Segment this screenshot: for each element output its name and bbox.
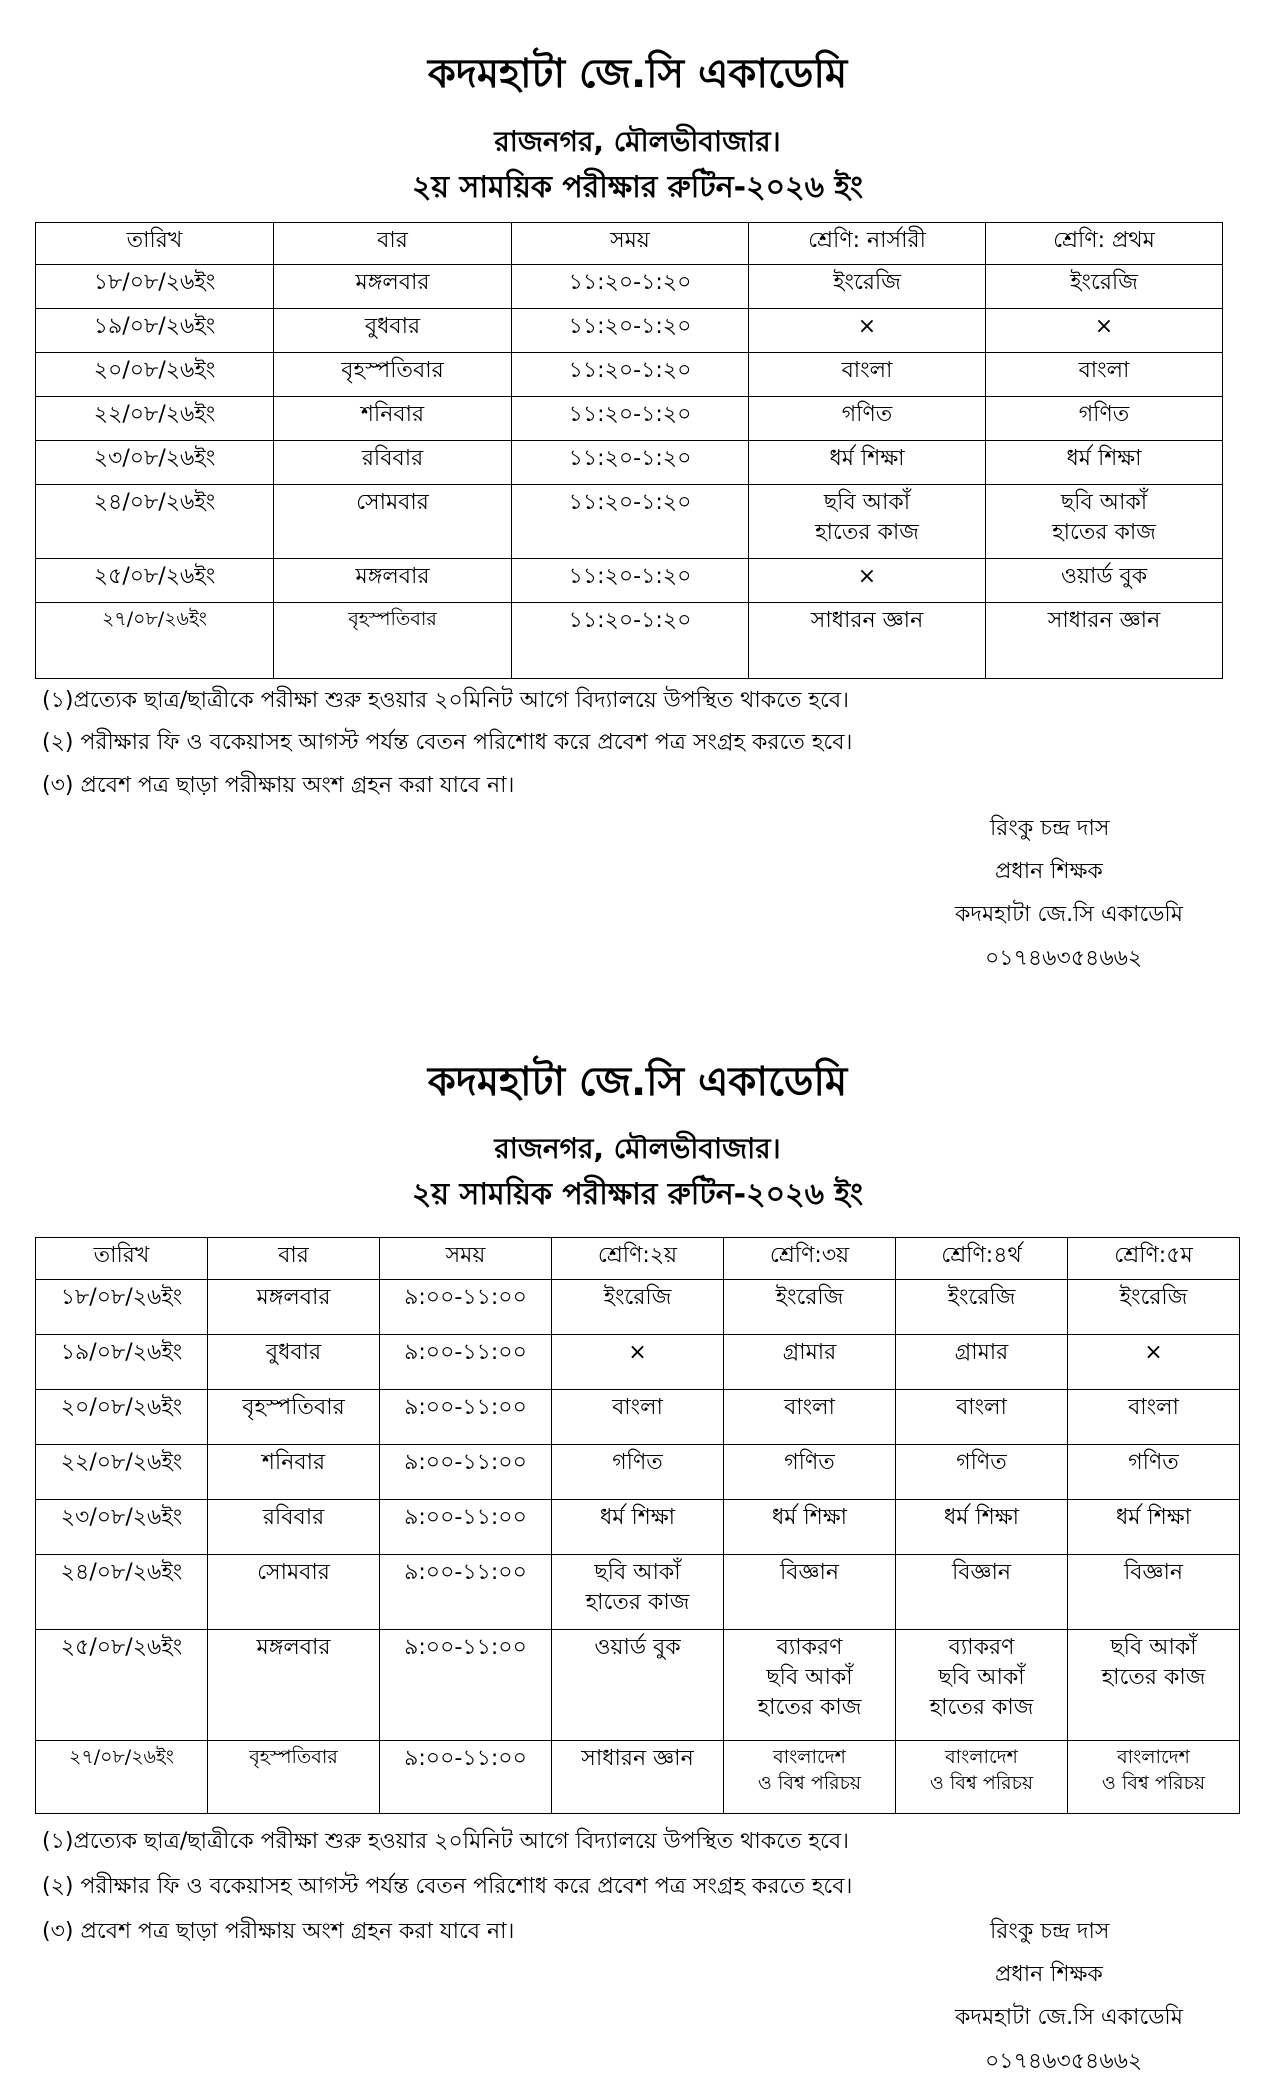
subject-cell: গণিত <box>724 1445 896 1500</box>
subject-cell: ওয়ার্ড বুক <box>552 1630 724 1741</box>
subject-cell: বিজ্ঞান <box>896 1555 1068 1630</box>
signatory-school: কদমহাটা জে.সি একাডেমি <box>955 902 1183 927</box>
subject-cell <box>749 485 986 559</box>
subject-line: বাংলাদেশ <box>1117 1746 1190 1768</box>
subject-cell: বাংলা <box>1068 1390 1240 1445</box>
instruction-note: (১)প্রত্যেক ছাত্র/ছাত্রীকে পরীক্ষা শুরু হওয়ার ২০মিনিট আগে বিদ্যালয়ে উপস্থিত থাকতে হবে। <box>42 688 849 713</box>
header-date: তারিখ <box>36 223 274 265</box>
table-row <box>36 1390 1240 1445</box>
day-cell: শনিবার <box>274 397 512 441</box>
subject-cell <box>724 1630 896 1741</box>
subject-cell: ইংরেজি <box>1068 1280 1240 1335</box>
subject-cell: বাংলা <box>552 1390 724 1445</box>
date-cell: ২৭/০৮/২৬ইং <box>36 1741 208 1814</box>
header-class-nursery: শ্রেণি: নার্সারী <box>749 223 986 265</box>
subject-cell: ইংরেজি <box>749 265 986 309</box>
table-row <box>36 1445 1240 1500</box>
time-cell: ১১:২০-১:২০ <box>512 603 749 679</box>
time-cell: ১১:২০-১:২০ <box>512 485 749 559</box>
day-cell: শনিবার <box>208 1445 380 1500</box>
instruction-note: (২) পরীক্ষার ফি ও বকেয়াসহ আগস্ট পর্যন্ত বেতন পরিশোধ করে প্রবেশ পত্র সংগ্রহ করতে হবে। <box>42 1874 853 1899</box>
instruction-note: (২) পরীক্ষার ফি ও বকেয়াসহ আগস্ট পর্যন্ত বেতন পরিশোধ করে প্রবেশ পত্র সংগ্রহ করতে হবে। <box>42 730 853 755</box>
routine-title: ২য় সাময়িক পরীক্ষার রুটিন-২০২৬ ইং <box>411 170 864 205</box>
header-class-three: শ্রেণি:৩য় <box>724 1238 896 1280</box>
time-cell: ৯:০০-১১:০০ <box>380 1390 552 1445</box>
day-cell: মঙ্গলবার <box>208 1630 380 1741</box>
header-class-five: শ্রেণি:৫ম <box>1068 1238 1240 1280</box>
table-row <box>36 1630 1240 1741</box>
signatory-name: রিংকু চন্দ্র দাস <box>990 1919 1110 1944</box>
signatory-designation: প্রধান শিক্ষক <box>995 1962 1103 1987</box>
subject-cell: ধর্ম শিক্ষা <box>552 1500 724 1555</box>
header-class-two: শ্রেণি:২য় <box>552 1238 724 1280</box>
subject-cell: বাংলা <box>986 353 1223 397</box>
subject-cell: সাধারন জ্ঞান <box>749 603 986 679</box>
no-exam-mark: × <box>1068 1335 1240 1390</box>
time-cell: ৯:০০-১১:০০ <box>380 1555 552 1630</box>
subject-cell: ইংরেজি <box>724 1280 896 1335</box>
subject-cell: ধর্ম শিক্ষা <box>749 441 986 485</box>
time-cell: ৯:০০-১১:০০ <box>380 1500 552 1555</box>
date-cell: ১৯/০৮/২৬ইং <box>36 1335 208 1390</box>
subject-line: ছবি আকাঁ <box>823 490 911 515</box>
subject-line: ছবি আকাঁ <box>938 1665 1025 1690</box>
table-row <box>36 1335 1240 1390</box>
date-cell: ২৪/০৮/২৬ইং <box>36 485 274 559</box>
table-row <box>36 559 1223 603</box>
time-cell: ৯:০০-১১:০০ <box>380 1280 552 1335</box>
day-cell: রবিবার <box>208 1500 380 1555</box>
table-row <box>36 1500 1240 1555</box>
subject-line: হাতের কাজ <box>585 1590 690 1615</box>
phone-number: ০১৭৪৬৩৫৪৬৬২ <box>985 2049 1143 2074</box>
date-cell: ২৩/০৮/২৬ইং <box>36 441 274 485</box>
subject-cell: ইংরেজি <box>896 1280 1068 1335</box>
table-header-row <box>36 1238 1240 1280</box>
subject-cell <box>896 1741 1068 1814</box>
subject-cell: ধর্ম শিক্ষা <box>724 1500 896 1555</box>
subject-cell: গণিত <box>1068 1445 1240 1500</box>
time-cell: ৯:০০-১১:০০ <box>380 1335 552 1390</box>
subject-cell: গণিত <box>552 1445 724 1500</box>
table-row <box>36 309 1223 353</box>
date-cell: ২৫/০৮/২৬ইং <box>36 1630 208 1741</box>
header-day: বার <box>208 1238 380 1280</box>
table-row <box>36 1280 1240 1335</box>
time-cell: ৯:০০-১১:০০ <box>380 1445 552 1500</box>
school-address: রাজনগর, মৌলভীবাজার। <box>494 1132 781 1165</box>
subject-line: হাতের কাজ <box>929 1695 1034 1720</box>
table-row <box>36 1555 1240 1630</box>
subject-cell <box>896 1630 1068 1741</box>
subject-line: ও বিশ্ব পরিচয় <box>929 1772 1034 1794</box>
header-date: তারিখ <box>36 1238 208 1280</box>
subject-line: ব্যাকরণ <box>776 1635 843 1660</box>
table-row <box>36 1741 1240 1814</box>
subject-cell: গণিত <box>749 397 986 441</box>
school-name: কদমহাটা জে.সি একাডেমি <box>427 51 848 97</box>
signatory-school: কদমহাটা জে.সি একাডেমি <box>955 2005 1183 2030</box>
day-cell: বৃহস্পতিবার <box>274 603 512 679</box>
day-cell: রবিবার <box>274 441 512 485</box>
time-cell: ১১:২০-১:২০ <box>512 353 749 397</box>
subject-cell: ধর্ম শিক্ষা <box>986 441 1223 485</box>
header-time: সময় <box>380 1238 552 1280</box>
subject-cell <box>724 1741 896 1814</box>
table-row <box>36 265 1223 309</box>
subject-cell <box>1068 1741 1240 1814</box>
day-cell: বুধবার <box>274 309 512 353</box>
subject-cell: ধর্ম শিক্ষা <box>896 1500 1068 1555</box>
date-cell: ২২/০৮/২৬ইং <box>36 397 274 441</box>
time-cell: ১১:২০-১:২০ <box>512 265 749 309</box>
subject-cell: গ্রামার <box>896 1335 1068 1390</box>
time-cell: ১১:২০-১:২০ <box>512 309 749 353</box>
routine-table <box>35 222 1223 679</box>
instruction-note: (৩) প্রবেশ পত্র ছাড়া পরীক্ষায় অংশ গ্রহন করা যাবে না। <box>42 1919 515 1944</box>
subject-cell: ইংরেজি <box>986 265 1223 309</box>
subject-cell: বিজ্ঞান <box>724 1555 896 1630</box>
subject-line: ছবি আকাঁ <box>1110 1635 1197 1660</box>
subject-cell: সাধারন জ্ঞান <box>552 1741 724 1814</box>
subject-cell: বাংলা <box>749 353 986 397</box>
date-cell: ২৭/০৮/২৬ইং <box>36 603 274 679</box>
subject-line: ব্যাকরণ <box>948 1635 1015 1660</box>
day-cell: মঙ্গলবার <box>208 1280 380 1335</box>
day-cell: সোমবার <box>274 485 512 559</box>
day-cell: মঙ্গলবার <box>274 559 512 603</box>
instruction-note: (৩) প্রবেশ পত্র ছাড়া পরীক্ষায় অংশ গ্রহন করা যাবে না। <box>42 773 515 798</box>
instruction-note: (১)প্রত্যেক ছাত্র/ছাত্রীকে পরীক্ষা শুরু হওয়ার ২০মিনিট আগে বিদ্যালয়ে উপস্থিত থাকতে হবে। <box>42 1829 849 1854</box>
subject-cell: সাধারন জ্ঞান <box>986 603 1223 679</box>
date-cell: ১৮/০৮/২৬ইং <box>36 1280 208 1335</box>
time-cell: ১১:২০-১:২০ <box>512 441 749 485</box>
subject-line: ছবি আকাঁ <box>1060 490 1148 515</box>
subject-cell: ওয়ার্ড বুক <box>986 559 1223 603</box>
time-cell: ১১:২০-১:২০ <box>512 559 749 603</box>
school-address: রাজনগর, মৌলভীবাজার। <box>494 125 781 158</box>
table-row <box>36 397 1223 441</box>
table-row <box>36 441 1223 485</box>
phone-number: ০১৭৪৬৩৫৪৬৬২ <box>985 946 1143 971</box>
day-cell: বৃহস্পতিবার <box>208 1741 380 1814</box>
subject-cell: বাংলা <box>724 1390 896 1445</box>
date-cell: ২৩/০৮/২৬ইং <box>36 1500 208 1555</box>
header-time: সময় <box>512 223 749 265</box>
no-exam-mark: × <box>552 1335 724 1390</box>
subject-cell: বিজ্ঞান <box>1068 1555 1240 1630</box>
subject-cell: ধর্ম শিক্ষা <box>1068 1500 1240 1555</box>
date-cell: ২০/০৮/২৬ইং <box>36 353 274 397</box>
subject-line: হাতের কাজ <box>1101 1665 1206 1690</box>
routine-title: ২য় সাময়িক পরীক্ষার রুটিন-২০২৬ ইং <box>411 1177 864 1212</box>
subject-line: ছবি আকাঁ <box>766 1665 853 1690</box>
subject-line: বাংলাদেশ <box>945 1746 1018 1768</box>
table-header-row <box>36 223 1223 265</box>
no-exam-mark: × <box>749 309 986 353</box>
subject-line: ছবি আকাঁ <box>594 1560 681 1585</box>
header-day: বার <box>274 223 512 265</box>
subject-cell: বাংলা <box>896 1390 1068 1445</box>
header-class-four: শ্রেণি:৪র্থ <box>896 1238 1068 1280</box>
date-cell: ২৫/০৮/২৬ইং <box>36 559 274 603</box>
date-cell: ২০/০৮/২৬ইং <box>36 1390 208 1445</box>
subject-cell: গণিত <box>896 1445 1068 1500</box>
subject-line: ও বিশ্ব পরিচয় <box>1101 1772 1206 1794</box>
subject-line: বাংলাদেশ <box>773 1746 846 1768</box>
day-cell: বৃহস্পতিবার <box>208 1390 380 1445</box>
subject-line: ও বিশ্ব পরিচয় <box>757 1772 862 1794</box>
time-cell: ১১:২০-১:২০ <box>512 397 749 441</box>
day-cell: বুধবার <box>208 1335 380 1390</box>
day-cell: মঙ্গলবার <box>274 265 512 309</box>
signatory-name: রিংকু চন্দ্র দাস <box>990 816 1110 841</box>
subject-line: হাতের কাজ <box>1052 520 1156 545</box>
school-name: কদমহাটা জে.সি একাডেমি <box>427 1059 848 1105</box>
date-cell: ১৮/০৮/২৬ইং <box>36 265 274 309</box>
subject-cell <box>552 1555 724 1630</box>
table-row <box>36 485 1223 559</box>
subject-cell: ইংরেজি <box>552 1280 724 1335</box>
table-row <box>36 353 1223 397</box>
routine-table <box>35 1237 1240 1814</box>
subject-line: হাতের কাজ <box>815 520 919 545</box>
time-cell: ৯:০০-১১:০০ <box>380 1630 552 1741</box>
time-cell: ৯:০০-১১:০০ <box>380 1741 552 1814</box>
subject-line: হাতের কাজ <box>757 1695 862 1720</box>
day-cell: সোমবার <box>208 1555 380 1630</box>
subject-cell <box>986 485 1223 559</box>
subject-cell: গণিত <box>986 397 1223 441</box>
subject-cell <box>1068 1630 1240 1741</box>
date-cell: ২৪/০৮/২৬ইং <box>36 1555 208 1630</box>
no-exam-mark: × <box>749 559 986 603</box>
day-cell: বৃহস্পতিবার <box>274 353 512 397</box>
date-cell: ১৯/০৮/২৬ইং <box>36 309 274 353</box>
signatory-designation: প্রধান শিক্ষক <box>995 859 1103 884</box>
header-class-one: শ্রেণি: প্রথম <box>986 223 1223 265</box>
date-cell: ২২/০৮/২৬ইং <box>36 1445 208 1500</box>
subject-cell: গ্রামার <box>724 1335 896 1390</box>
no-exam-mark: × <box>986 309 1223 353</box>
table-row <box>36 603 1223 679</box>
